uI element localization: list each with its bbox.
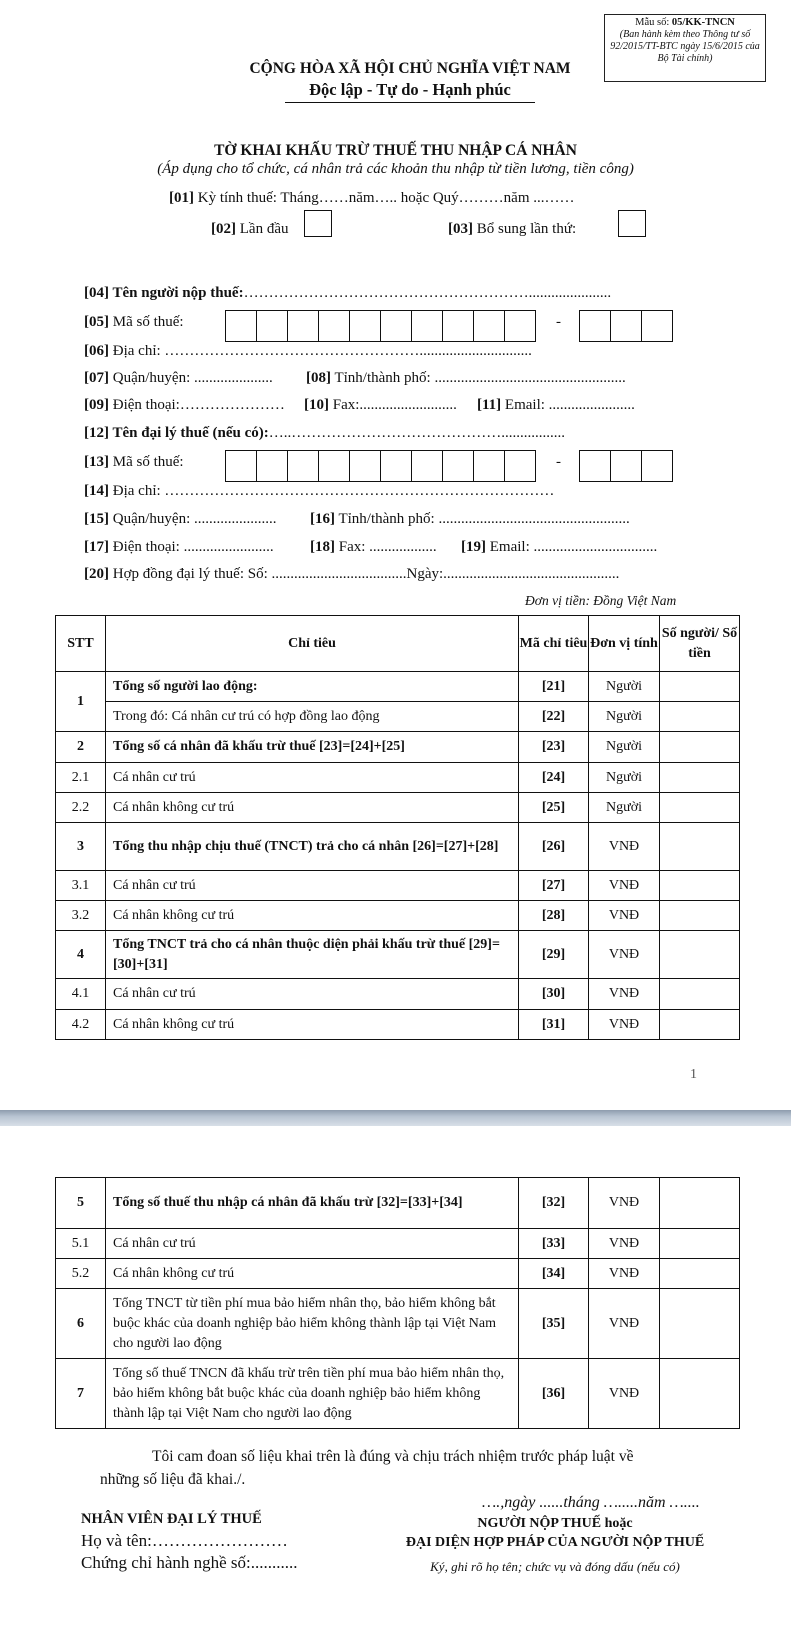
row-unit: VNĐ xyxy=(589,931,660,979)
row-indicator: Tổng TNCT từ tiền phí mua bảo hiểm nhân thọ, bảo hiểm không bắt buộc khác của doanh nghiệp bảo hiểm không thành lập tại Việt Nam cho người lao động xyxy=(106,1289,519,1359)
row-value-cell[interactable] xyxy=(660,1259,740,1289)
page-number: 1 xyxy=(690,1067,697,1082)
table-row xyxy=(56,1359,740,1429)
digit-box[interactable] xyxy=(411,310,443,342)
row-unit: VNĐ xyxy=(589,1229,660,1259)
first-time-text: Lần đầu xyxy=(236,221,289,237)
digit-box[interactable] xyxy=(287,450,319,482)
digit-box[interactable] xyxy=(225,450,257,482)
tax-code-dash: - xyxy=(556,314,561,330)
row-indicator: Cá nhân không cư trú xyxy=(106,901,519,931)
motto-underline xyxy=(285,102,535,103)
row-indicator: Cá nhân cư trú xyxy=(106,979,519,1010)
digit-box[interactable] xyxy=(442,450,474,482)
row-stt: 3.1 xyxy=(56,871,106,901)
agent-tax-code-dash: - xyxy=(556,454,561,470)
digit-box[interactable] xyxy=(504,450,536,482)
agent-email-code: [19] xyxy=(461,539,486,555)
agent-tax-code-suffix-boxes[interactable] xyxy=(580,450,673,482)
digit-box[interactable] xyxy=(579,450,611,482)
taxpayer-name-line xyxy=(84,285,611,302)
digit-box[interactable] xyxy=(225,310,257,342)
row-value-cell[interactable] xyxy=(660,732,740,763)
row-code: [27] xyxy=(519,871,589,901)
row-code: [26] xyxy=(519,823,589,871)
digit-box[interactable] xyxy=(579,310,611,342)
agent-contract-line xyxy=(84,566,619,583)
supplement-code: [03] xyxy=(448,221,473,237)
row-indicator: Cá nhân không cư trú xyxy=(106,1010,519,1040)
currency-unit: Đơn vị tiền: Đồng Việt Nam xyxy=(525,593,677,608)
agent-staff-name: Họ và tên:…………………… xyxy=(81,1531,288,1550)
row-value-cell[interactable] xyxy=(660,1178,740,1229)
form-subtitle: (Áp dụng cho tổ chức, cá nhân trả các khoản thu nhập từ tiền lương, tiền công) xyxy=(157,161,634,177)
header-unit: Đơn vị tính xyxy=(589,616,660,672)
digit-box[interactable] xyxy=(473,310,505,342)
digit-box[interactable] xyxy=(610,450,642,482)
taxpayer-tax-code-suffix-boxes[interactable] xyxy=(580,310,673,342)
table-row xyxy=(56,702,740,732)
agent-district-code: [15] xyxy=(84,511,109,527)
digit-box[interactable] xyxy=(256,450,288,482)
supplement-line xyxy=(448,221,576,238)
agent-province-dots: Tỉnh/thành phố: ................................................... xyxy=(335,511,630,527)
digit-box[interactable] xyxy=(504,310,536,342)
row-code: [23] xyxy=(519,732,589,763)
table-row xyxy=(56,1229,740,1259)
row-unit: VNĐ xyxy=(589,1178,660,1229)
supplement-number-box[interactable] xyxy=(618,210,646,237)
agent-phone-line xyxy=(84,539,274,556)
commitment-line-1: Tôi cam đoan số liệu khai trên là đúng và chịu trách nhiệm trước pháp luật về xyxy=(152,1448,634,1465)
row-value-cell[interactable] xyxy=(660,931,740,979)
declaration-table-page-2 xyxy=(55,1177,740,1429)
table-row xyxy=(56,979,740,1010)
row-value-cell[interactable] xyxy=(660,871,740,901)
row-unit: Người xyxy=(589,672,660,702)
digit-box[interactable] xyxy=(641,310,673,342)
taxpayer-address-code: [06] xyxy=(84,343,109,359)
row-unit: VNĐ xyxy=(589,1259,660,1289)
digit-box[interactable] xyxy=(473,450,505,482)
digit-box[interactable] xyxy=(318,310,350,342)
agent-tax-code-line xyxy=(84,454,184,471)
row-indicator: Cá nhân cư trú xyxy=(106,1229,519,1259)
signer-note: Ký, ghi rõ họ tên; chức vụ và đóng dấu (nếu có) xyxy=(430,1559,680,1574)
table-row xyxy=(56,763,740,793)
table-row xyxy=(56,672,740,702)
row-value-cell[interactable] xyxy=(660,979,740,1010)
digit-box[interactable] xyxy=(349,310,381,342)
taxpayer-name-dots: …………………………………………………...................... xyxy=(243,285,612,301)
row-stt: 5 xyxy=(56,1178,106,1229)
digit-box[interactable] xyxy=(318,450,350,482)
form-code: 05/KK-TNCN xyxy=(671,17,735,28)
commitment-line-2: những số liệu đã khai./. xyxy=(100,1471,246,1488)
agent-district-dots: Quận/huyện: ...................... xyxy=(109,511,277,527)
period-code: [01] xyxy=(169,190,194,206)
row-code: [34] xyxy=(519,1259,589,1289)
header-value: Số người/ Số tiền xyxy=(660,616,740,672)
row-stt: 1 xyxy=(56,672,106,732)
row-unit: Người xyxy=(589,732,660,763)
header-indicator: Chỉ tiêu xyxy=(106,616,519,672)
row-indicator: Cá nhân cư trú xyxy=(106,871,519,901)
nation-name: CỘNG HÒA XÃ HỘI CHỦ NGHĨA VIỆT NAM xyxy=(249,60,571,77)
row-unit: VNĐ xyxy=(589,823,660,871)
period-text: Kỳ tính thuế: Tháng……năm….. hoặc Quý………năm ...…… xyxy=(194,190,575,206)
row-stt: 2 xyxy=(56,732,106,763)
agent-name-code: [12] Tên đại lý thuế (nếu có): xyxy=(84,425,269,441)
table-header-row xyxy=(56,616,740,672)
row-unit: VNĐ xyxy=(589,1289,660,1359)
table-row xyxy=(56,931,740,979)
taxpayer-district-line xyxy=(84,370,273,387)
row-indicator: Cá nhân không cư trú xyxy=(106,1259,519,1289)
row-value-cell[interactable] xyxy=(660,1289,740,1359)
row-stt: 7 xyxy=(56,1359,106,1429)
first-time-code: [02] xyxy=(211,221,236,237)
row-stt: 6 xyxy=(56,1289,106,1359)
taxpayer-address-line xyxy=(84,343,532,360)
row-code: [28] xyxy=(519,901,589,931)
row-unit: VNĐ xyxy=(589,979,660,1010)
agent-fax-code: [18] xyxy=(310,539,335,555)
row-value-cell[interactable] xyxy=(660,1010,740,1040)
row-value-cell[interactable] xyxy=(660,672,740,702)
row-stt: 5.2 xyxy=(56,1259,106,1289)
taxpayer-fax-code: [10] xyxy=(304,397,329,413)
table-row xyxy=(56,732,740,763)
agent-tax-code-boxes[interactable] xyxy=(226,450,536,482)
form-code-note: (Ban hành kèm theo Thông tư số 92/2015/TT-BTC ngày 15/6/2015 của Bộ Tài chính) xyxy=(610,29,760,64)
row-code: [30] xyxy=(519,979,589,1010)
date-line: ….,ngày ......tháng ….....năm ….... xyxy=(482,1494,700,1511)
taxpayer-tax-code-line xyxy=(84,314,184,331)
row-code: [22] xyxy=(519,702,589,732)
agent-address-line xyxy=(84,483,554,500)
table-row xyxy=(56,1259,740,1289)
table-row xyxy=(56,1010,740,1040)
signer-title-1: NGƯỜI NỘP THUẾ hoặc xyxy=(477,1516,633,1531)
agent-email-dots: Email: ................................. xyxy=(486,539,658,555)
row-code: [31] xyxy=(519,1010,589,1040)
digit-box[interactable] xyxy=(411,450,443,482)
agent-contract-dots: Hợp đồng đại lý thuế: Số: ....................................Ngày:............................................... xyxy=(109,566,620,582)
taxpayer-district-dots: Quận/huyện: ..................... xyxy=(109,370,273,386)
form-title: TỜ KHAI KHẤU TRỪ THUẾ THU NHẬP CÁ NHÂN xyxy=(214,142,577,159)
row-stt: 4.1 xyxy=(56,979,106,1010)
agent-address-dots: Địa chỉ: …………………………………………………………………… xyxy=(109,483,555,499)
agent-fax-line xyxy=(310,539,437,556)
taxpayer-province-dots: Tỉnh/thành phố: ................................................... xyxy=(331,370,626,386)
row-stt: 5.1 xyxy=(56,1229,106,1259)
row-indicator: Tổng số người lao động: xyxy=(106,672,519,702)
table-row xyxy=(56,793,740,823)
row-stt: 2.2 xyxy=(56,793,106,823)
taxpayer-province-code: [08] xyxy=(306,370,331,386)
row-code: [35] xyxy=(519,1289,589,1359)
row-indicator: Tổng số thuế thu nhập cá nhân đã khấu trừ [32]=[33]+[34] xyxy=(106,1178,519,1229)
agent-staff-certificate: Chứng chỉ hành nghề số:........... xyxy=(81,1553,298,1572)
row-stt: 2.1 xyxy=(56,763,106,793)
row-unit: VNĐ xyxy=(589,901,660,931)
row-unit: VNĐ xyxy=(589,1359,660,1429)
row-stt: 4 xyxy=(56,931,106,979)
agent-name-dots: …..……………………………………................. xyxy=(268,425,565,441)
row-indicator: Tổng số cá nhân đã khấu trừ thuế [23]=[24]+[25] xyxy=(106,732,519,763)
taxpayer-email-line xyxy=(477,397,635,414)
taxpayer-email-dots: Email: ....................... xyxy=(501,397,635,413)
row-value-cell[interactable] xyxy=(660,763,740,793)
row-indicator: Cá nhân cư trú xyxy=(106,763,519,793)
table-row xyxy=(56,1289,740,1359)
agent-email-line xyxy=(461,539,657,556)
row-code: [29] xyxy=(519,931,589,979)
row-code: [21] xyxy=(519,672,589,702)
page-break xyxy=(0,1110,791,1126)
period-line xyxy=(169,190,575,207)
agent-province-line xyxy=(310,511,630,528)
digit-box[interactable] xyxy=(380,310,412,342)
row-stt: 3.2 xyxy=(56,901,106,931)
row-value-cell[interactable] xyxy=(660,793,740,823)
taxpayer-fax-line xyxy=(304,397,457,414)
row-value-cell[interactable] xyxy=(660,1359,740,1429)
row-unit: Người xyxy=(589,702,660,732)
taxpayer-tax-code-label: Mã số thuế: xyxy=(109,314,184,330)
digit-box[interactable] xyxy=(610,310,642,342)
declaration-table-page-1 xyxy=(55,615,740,1040)
row-value-cell[interactable] xyxy=(660,1229,740,1259)
row-value-cell[interactable] xyxy=(660,823,740,871)
row-code: [25] xyxy=(519,793,589,823)
form-code-prefix: Mẫu số: xyxy=(635,17,672,28)
digit-box[interactable] xyxy=(641,450,673,482)
table-row xyxy=(56,901,740,931)
row-value-cell[interactable] xyxy=(660,901,740,931)
taxpayer-tax-code-boxes[interactable] xyxy=(226,310,536,342)
digit-box[interactable] xyxy=(256,310,288,342)
table-row xyxy=(56,1178,740,1229)
row-code: [32] xyxy=(519,1178,589,1229)
agent-tax-code-code: [13] xyxy=(84,454,109,470)
taxpayer-name-code: [04] Tên người nộp thuế: xyxy=(84,285,244,301)
taxpayer-phone-dots: Điện thoại:………………… xyxy=(109,397,285,413)
header-stt: STT xyxy=(56,616,106,672)
row-unit: VNĐ xyxy=(589,871,660,901)
header-code: Mã chỉ tiêu xyxy=(519,616,589,672)
taxpayer-phone-code: [09] xyxy=(84,397,109,413)
row-unit: VNĐ xyxy=(589,1010,660,1040)
taxpayer-address-dots: Địa chỉ: …………………………………………….............................. xyxy=(109,343,532,359)
agent-phone-dots: Điện thoại: ........................ xyxy=(109,539,274,555)
agent-contract-code: [20] xyxy=(84,566,109,582)
agent-province-code: [16] xyxy=(310,511,335,527)
taxpayer-email-code: [11] xyxy=(477,397,502,413)
table-row xyxy=(56,871,740,901)
row-code: [24] xyxy=(519,763,589,793)
row-code: [36] xyxy=(519,1359,589,1429)
agent-district-line xyxy=(84,511,276,528)
agent-tax-code-label: Mã số thuế: xyxy=(109,454,184,470)
agent-fax-dots: Fax: .................. xyxy=(335,539,437,555)
taxpayer-fax-dots: Fax:.......................... xyxy=(329,397,457,413)
row-value-cell[interactable] xyxy=(660,702,740,732)
taxpayer-tax-code-code: [05] xyxy=(84,314,109,330)
agent-staff-title: NHÂN VIÊN ĐẠI LÝ THUẾ xyxy=(81,1511,262,1527)
motto: Độc lập - Tự do - Hạnh phúc xyxy=(309,80,511,99)
table-row xyxy=(56,823,740,871)
taxpayer-province-line xyxy=(306,370,626,387)
digit-box[interactable] xyxy=(380,450,412,482)
digit-box[interactable] xyxy=(442,310,474,342)
row-stt: 4.2 xyxy=(56,1010,106,1040)
supplement-text: Bổ sung lần thứ: xyxy=(473,221,577,237)
row-stt: 3 xyxy=(56,823,106,871)
taxpayer-district-code: [07] xyxy=(84,370,109,386)
row-indicator: Tổng số thuế TNCN đã khấu trừ trên tiền phí mua bảo hiểm nhân thọ, bảo hiểm không bắt buộc khác của doanh nghiệp bảo hiểm không thành lập tại Việt Nam cho người lao động xyxy=(106,1359,519,1429)
row-indicator: Cá nhân không cư trú xyxy=(106,793,519,823)
row-code: [33] xyxy=(519,1229,589,1259)
first-time-checkbox[interactable] xyxy=(304,210,332,237)
row-indicator: Trong đó: Cá nhân cư trú có hợp đồng lao động xyxy=(106,702,519,732)
taxpayer-phone-line xyxy=(84,397,285,414)
signer-title-2: ĐẠI DIỆN HỢP PHÁP CỦA NGƯỜI NỘP THUẾ xyxy=(405,1535,705,1550)
first-time-line xyxy=(211,221,288,238)
agent-name-line xyxy=(84,425,565,442)
digit-box[interactable] xyxy=(349,450,381,482)
digit-box[interactable] xyxy=(287,310,319,342)
agent-address-code: [14] xyxy=(84,483,109,499)
row-unit: Người xyxy=(589,793,660,823)
row-unit: Người xyxy=(589,763,660,793)
agent-phone-code: [17] xyxy=(84,539,109,555)
row-indicator: Tổng TNCT trả cho cá nhân thuộc diện phải khấu trừ thuế [29]=[30]+[31] xyxy=(106,931,519,979)
row-indicator: Tổng thu nhập chịu thuế (TNCT) trả cho cá nhân [26]=[27]+[28] xyxy=(106,823,519,871)
